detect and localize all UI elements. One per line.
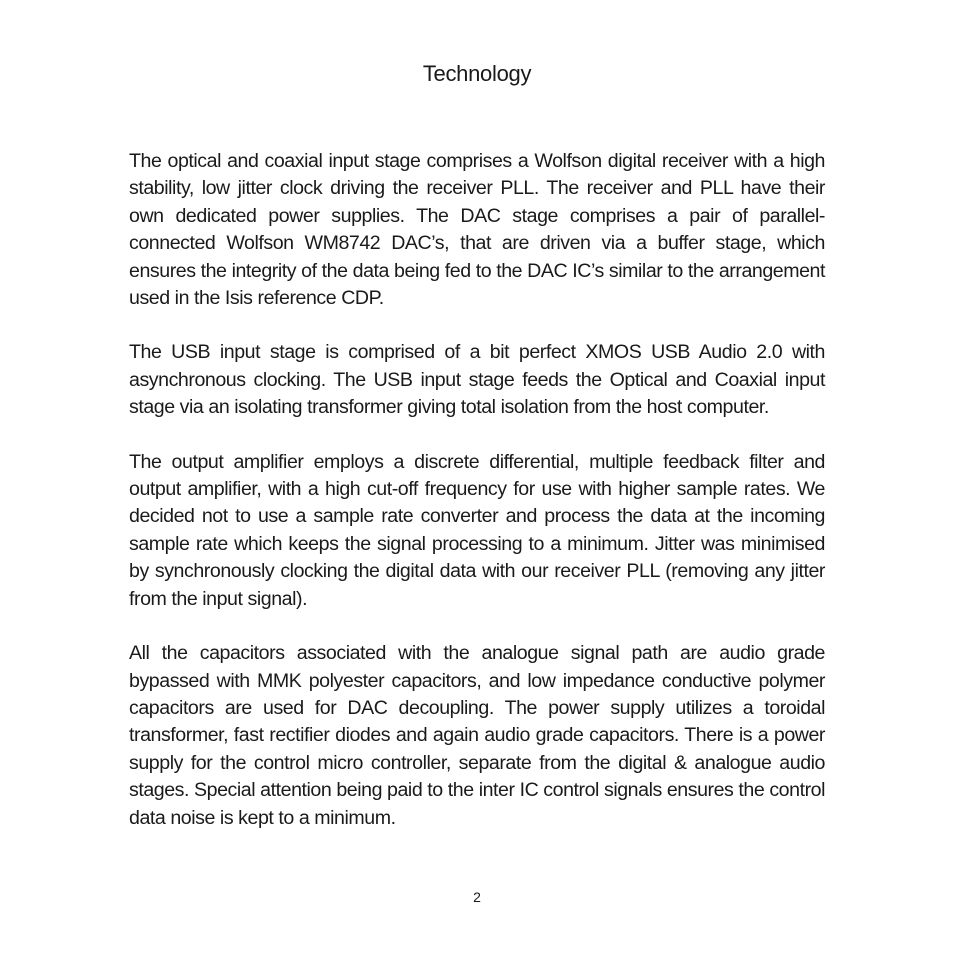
body-text — [129, 148, 825, 832]
page-title: Technology — [422, 61, 532, 86]
paragraph-usb-input: The USB input stage is comprised of a bit perfect XMOS USB Audio 2.0 with asynchronous clocking. The USB input stage feeds the Optical and Coaxial input stage via an isolating transformer giving total isolation from the host computer. — [129, 341, 825, 419]
paragraph-output-amplifier: The output amplifier employs a discrete differential, multiple feedback filter and output amplifier, with a high cut-off frequency for use with higher sample rates. We decided not to use a sample rate converter and process the data at the incoming sample rate which keeps the signal processing to a minimum. Jitter was minimised by synchronously clocking the digital data with our receiver PLL (removing any jitter from the input signal). — [129, 450, 825, 610]
page-number: 2 — [473, 889, 481, 905]
paragraph-input-stage: The optical and coaxial input stage comprises a Wolfson digital receiver with a high stability, low jitter clock driving the receiver PLL. The receiver and PLL have their own dedicated power supplies. The DAC stage comprises a pair of parallel-connected Wolfson WM8742 DAC’s, that are driven via a buffer stage, which ensures the integrity of the data being fed to the DAC IC’s similar to the arrangement used in the Isis reference CDP. — [129, 150, 825, 310]
paragraph-capacitors: All the capacitors associated with the analogue signal path are audio grade bypassed with MMK polyester capacitors, and low impedance conductive polymer capacitors are used for DAC decoupling. The power supply utilizes a toroidal transformer, fast rectifier diodes and again audio grade capacitors. There is a power supply for the control micro controller, separate from the digital & analogue audio stages. Special attention being paid to the inter IC control signals ensures the control data noise is kept to a minimum. — [129, 642, 825, 829]
